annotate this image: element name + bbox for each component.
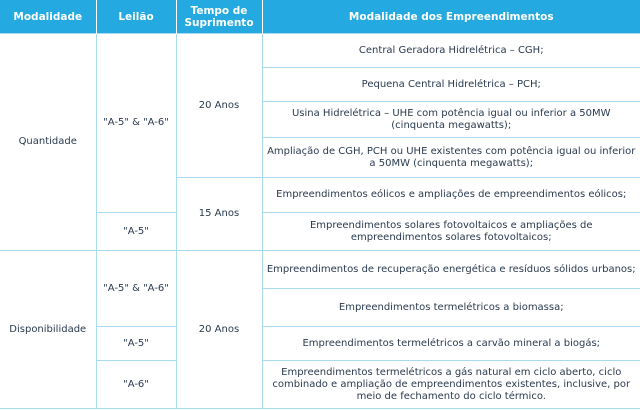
leilao-a5-disponibilidade: "A-5"	[96, 327, 176, 361]
empreendimento-uhe: Usina Hidrelétrica – UHE com potência igual ou inferior a 50MW (cinquenta megawatts);	[262, 102, 640, 138]
modalidade-disponibilidade: Disponibilidade	[0, 251, 96, 409]
empreendimento-solares: Empreendimentos solares fotovoltaicos e ampliações de empreendimentos solares fotovoltaicos;	[262, 213, 640, 251]
table-row	[0, 251, 640, 289]
leilao-a5-a6-disponibilidade: "A-5" & "A-6"	[96, 251, 176, 327]
leilao-a5-quantidade: "A-5"	[96, 213, 176, 251]
tempo-20-anos-disponibilidade: 20 Anos	[176, 251, 262, 409]
leilao-a5-a6-quantidade: "A-5" & "A-6"	[96, 34, 176, 213]
tempo-15-anos: 15 Anos	[176, 178, 262, 251]
header-modalidade-empreendimentos: Modalidade dos Empreendimentos	[262, 0, 640, 34]
empreendimento-ampliacao-hidro: Ampliação de CGH, PCH ou UHE existentes com potência igual ou inferior a 50MW (cinquenta megawatts);	[262, 138, 640, 178]
leilao-a6-disponibilidade: "A-6"	[96, 361, 176, 409]
header-leilao: Leilão	[96, 0, 176, 34]
modalidade-quantidade: Quantidade	[0, 34, 96, 251]
empreendimento-carvao: Empreendimentos termelétricos a carvão mineral a biogás;	[262, 327, 640, 361]
table-row	[0, 361, 640, 409]
empreendimento-eolicos: Empreendimentos eólicos e ampliações de empreendimentos eólicos;	[262, 178, 640, 213]
empreendimento-biomassa: Empreendimentos termelétricos a biomassa;	[262, 289, 640, 327]
empreendimento-residuos: Empreendimentos de recuperação energética e resíduos sólidos urbanos;	[262, 251, 640, 289]
header-tempo-suprimento: Tempo de Suprimento	[176, 0, 262, 34]
empreendimento-pch: Pequena Central Hidrelétrica – PCH;	[262, 68, 640, 102]
table-row	[0, 327, 640, 361]
empreendimento-cgh: Central Geradora Hidrelétrica – CGH;	[262, 34, 640, 68]
header-modalidade: Modalidade	[0, 0, 96, 34]
tempo-20-anos-quantidade: 20 Anos	[176, 34, 262, 178]
table-row	[0, 213, 640, 251]
empreendimento-gas-natural: Empreendimentos termelétricos a gás natural em ciclo aberto, ciclo combinado e ampliação de empreendimentos existentes, inclusive, por meio de fechamento do ciclo térmico.	[262, 361, 640, 409]
header-row	[0, 0, 640, 34]
table-row	[0, 34, 640, 68]
